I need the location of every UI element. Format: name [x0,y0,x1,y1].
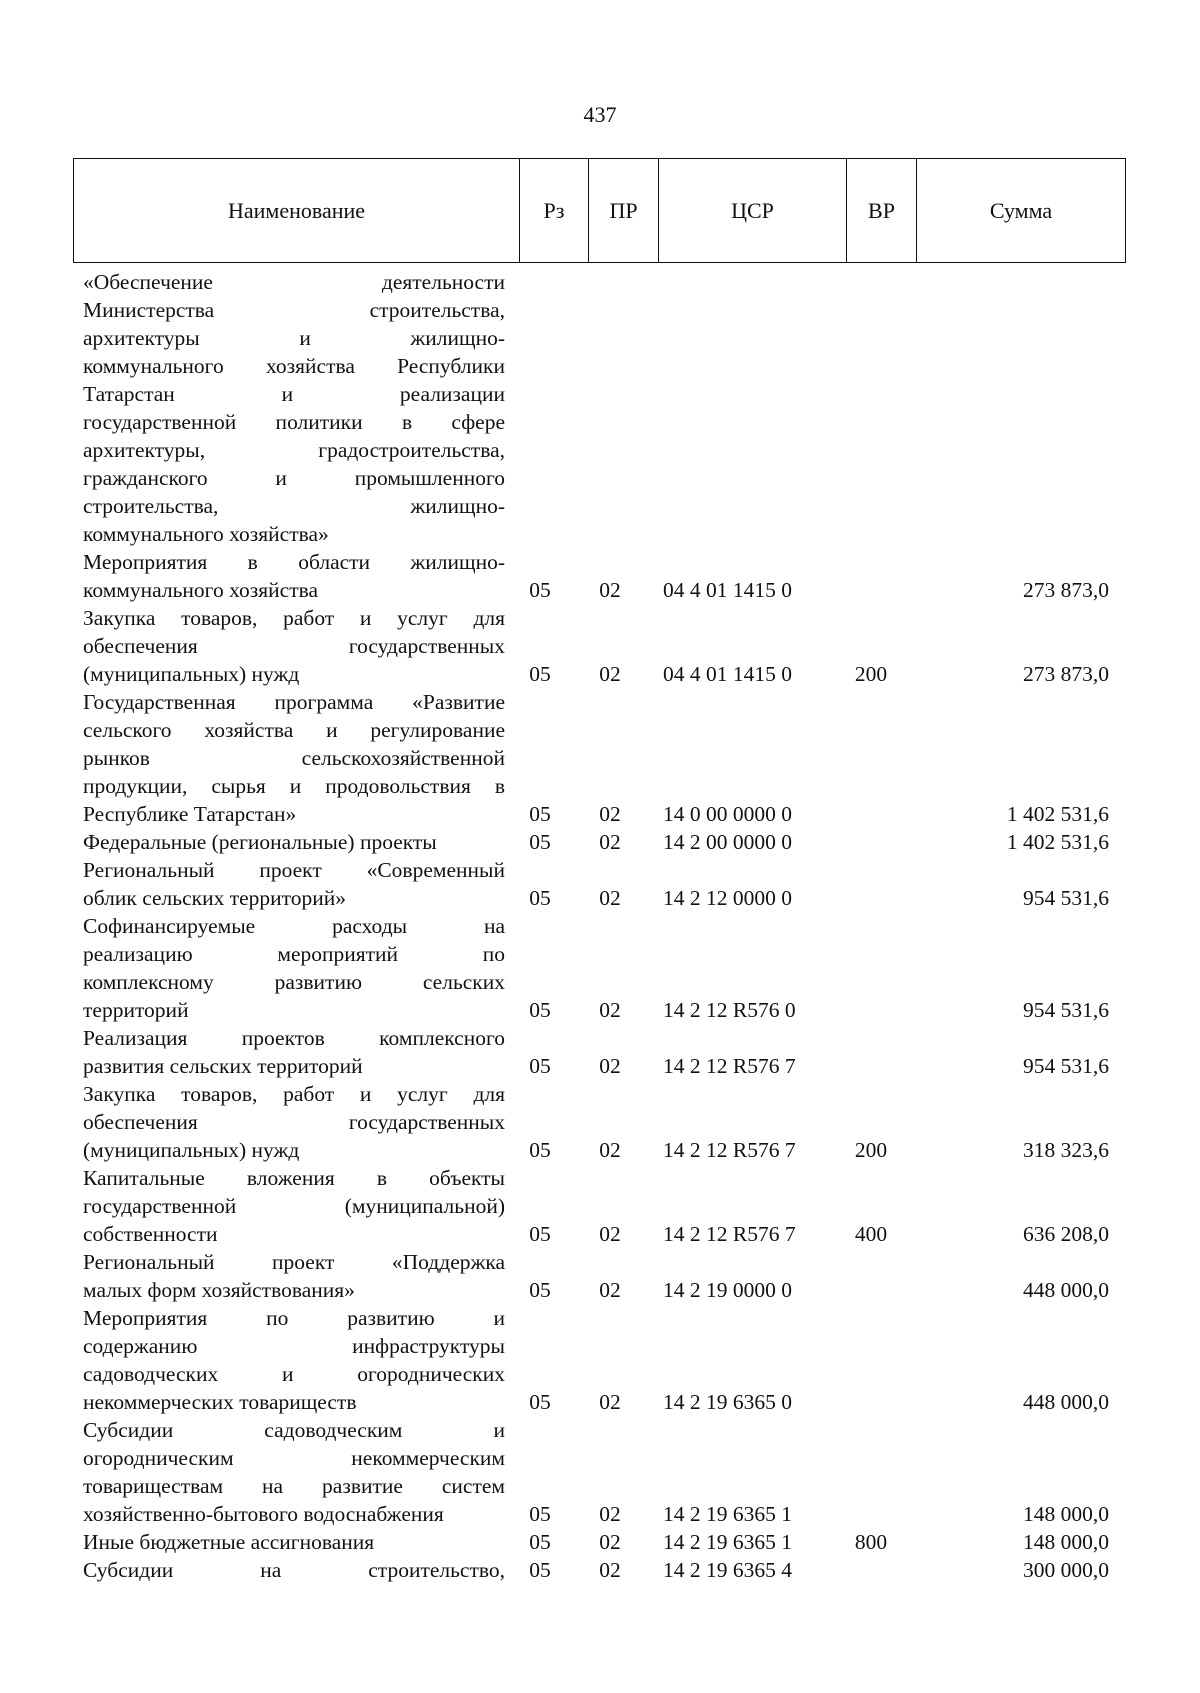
cell-pr: 02 [599,1390,621,1414]
row-name [73,1024,505,1080]
cell-vr: 800 [854,1530,888,1554]
header-csr: ЦСР [659,159,847,263]
cell-csr: 14 2 12 R576 7 [663,1222,796,1246]
row-name [73,912,505,1024]
table-row [73,1080,1123,1164]
cell-sum: 954 531,6 [1023,998,1109,1022]
header-pr: ПР [589,159,659,263]
cell-rz: 05 [529,1502,551,1526]
table-row [73,1528,1123,1556]
cell-sum: 1 402 531,6 [1006,830,1109,854]
row-name-line: огородническим некоммерческим [83,1446,505,1470]
header-rz: Рз [520,159,589,263]
cell-pr: 02 [599,830,621,854]
cell-rz: 05 [529,830,551,854]
row-name-line: коммунального хозяйства Республики [83,354,505,378]
cell-csr: 14 2 00 0000 0 [663,830,792,854]
row-name-line: Мероприятия в области жилищно- [83,550,505,574]
cell-pr: 02 [599,1530,621,1554]
row-name-line: реализацию мероприятий по [83,942,505,966]
table-row [73,688,1123,828]
row-name-line: (муниципальных) нужд [83,1138,300,1162]
budget-table-body [73,268,1123,1584]
row-name-line: облик сельских территорий» [83,886,347,910]
row-name-line: Реализация проектов комплексного [83,1026,505,1050]
row-name-line: коммунального хозяйства [83,578,319,602]
cell-csr: 14 2 12 R576 7 [663,1054,796,1078]
cell-csr: 04 4 01 1415 0 [663,662,792,686]
table-row [73,1416,1123,1528]
cell-pr: 02 [599,802,621,826]
row-name-line: сельского хозяйства и регулирование [83,718,505,742]
row-name-line: Республике Татарстан» [83,802,297,826]
row-name-line: архитектуры, градостроительства, [83,438,505,462]
cell-pr: 02 [599,1138,621,1162]
page-number: 437 [583,102,617,127]
header-name: Наименование [74,159,520,263]
row-name-line: Софинансируемые расходы на [83,914,505,938]
row-name [73,856,505,912]
row-name-line: Субсидии на строительство, [83,1558,505,1582]
table-row [73,548,1123,604]
row-name [73,1528,505,1556]
cell-rz: 05 [529,1558,551,1582]
cell-csr: 04 4 01 1415 0 [663,578,792,602]
row-name-line: архитектуры и жилищно- [83,326,505,350]
row-name-line: развития сельских территорий [83,1054,363,1078]
row-name [73,1304,505,1416]
table-row [73,1024,1123,1080]
row-name-line: Субсидии садоводческим и [83,1418,505,1442]
cell-sum: 273 873,0 [1023,578,1109,602]
table-row [73,1304,1123,1416]
cell-csr: 14 2 19 6365 4 [663,1558,792,1582]
row-name-line: товариществам на развитие систем [83,1474,505,1498]
cell-vr: 200 [854,1138,888,1162]
row-name-line: государственной политики в сфере [83,410,505,434]
row-name-line: комплексному развитию сельских [83,970,505,994]
cell-rz: 05 [529,998,551,1022]
row-name-line: обеспечения государственных [83,1110,505,1134]
cell-pr: 02 [599,578,621,602]
row-name-line: Капитальные вложения в объекты [83,1166,505,1190]
row-name [73,604,505,688]
cell-pr: 02 [599,1054,621,1078]
cell-csr: 14 2 19 6365 1 [663,1502,792,1526]
row-name-line: Региональный проект «Современный [83,858,505,882]
row-name-line: хозяйственно-бытового водоснабжения [83,1502,444,1526]
row-name-line: «Обеспечение деятельности [83,270,505,294]
cell-pr: 02 [599,1278,621,1302]
cell-sum: 954 531,6 [1023,886,1109,910]
cell-csr: 14 2 19 6365 0 [663,1390,792,1414]
cell-pr: 02 [599,1222,621,1246]
cell-csr: 14 2 12 R576 7 [663,1138,796,1162]
cell-rz: 05 [529,1054,551,1078]
header-sum: Сумма [917,159,1126,263]
table-row [73,1248,1123,1304]
cell-rz: 05 [529,578,551,602]
row-name [73,1416,505,1528]
cell-sum: 1 402 531,6 [1006,802,1109,826]
cell-sum: 448 000,0 [1023,1278,1109,1302]
row-name-line: Региональный проект «Поддержка [83,1250,505,1274]
row-name [73,828,505,856]
row-name [73,1164,505,1248]
cell-csr: 14 0 00 0000 0 [663,802,792,826]
cell-sum: 148 000,0 [1023,1530,1109,1554]
table-row [73,604,1123,688]
cell-vr: 400 [854,1222,888,1246]
row-name-line: садоводческих и огороднических [83,1362,505,1386]
row-name [73,1248,505,1304]
row-name [73,1080,505,1164]
cell-csr: 14 2 12 0000 0 [663,886,792,910]
row-name-line: Министерства строительства, [83,298,505,322]
table-row [73,1556,1123,1584]
row-name-line: коммунального хозяйства» [83,522,329,546]
cell-rz: 05 [529,1530,551,1554]
row-name-line: некоммерческих товариществ [83,1390,357,1414]
row-name-line: Закупка товаров, работ и услуг для [83,606,505,630]
cell-pr: 02 [599,1558,621,1582]
row-name [73,268,505,548]
header-vr: ВР [847,159,917,263]
cell-vr: 200 [854,662,888,686]
row-name [73,548,505,604]
row-name-line: рынков сельскохозяйственной [83,746,505,770]
row-name-line: Иные бюджетные ассигнования [83,1530,375,1554]
cell-rz: 05 [529,1138,551,1162]
row-name-line: малых форм хозяйствования» [83,1278,355,1302]
cell-rz: 05 [529,1278,551,1302]
row-name-line: содержанию инфраструктуры [83,1334,505,1358]
table-row [73,828,1123,856]
row-name-line: Мероприятия по развитию и [83,1306,505,1330]
row-name-line: территорий [83,998,189,1022]
cell-pr: 02 [599,998,621,1022]
cell-sum: 300 000,0 [1023,1558,1109,1582]
cell-rz: 05 [529,662,551,686]
row-name-line: (муниципальных) нужд [83,662,300,686]
row-name-line: гражданского и промышленного [83,466,505,490]
cell-sum: 273 873,0 [1023,662,1109,686]
row-name [73,1556,505,1584]
row-name-line: Федеральные (региональные) проекты [83,830,437,854]
table-row [73,268,1123,548]
cell-sum: 448 000,0 [1023,1390,1109,1414]
table-row [73,856,1123,912]
cell-csr: 14 2 19 0000 0 [663,1278,792,1302]
table-row [73,912,1123,1024]
cell-csr: 14 2 19 6365 1 [663,1530,792,1554]
table-row [73,1164,1123,1248]
cell-sum: 636 208,0 [1023,1222,1109,1246]
row-name-line: собственности [83,1222,218,1246]
cell-rz: 05 [529,802,551,826]
cell-pr: 02 [599,1502,621,1526]
cell-sum: 318 323,6 [1023,1138,1109,1162]
cell-sum: 954 531,6 [1023,1054,1109,1078]
row-name-line: строительства, жилищно- [83,494,505,518]
row-name-line: государственной (муниципальной) [83,1194,505,1218]
cell-rz: 05 [529,1222,551,1246]
row-name-line: Закупка товаров, работ и услуг для [83,1082,505,1106]
row-name-line: Государственная программа «Развитие [83,690,505,714]
cell-rz: 05 [529,1390,551,1414]
cell-rz: 05 [529,886,551,910]
row-name [73,688,505,828]
row-name-line: обеспечения государственных [83,634,505,658]
row-name-line: продукции, сырья и продовольствия в [83,774,505,798]
cell-sum: 148 000,0 [1023,1502,1109,1526]
cell-pr: 02 [599,662,621,686]
cell-csr: 14 2 12 R576 0 [663,998,796,1022]
row-name-line: Татарстан и реализации [83,382,505,406]
table-header [73,158,1126,263]
cell-pr: 02 [599,886,621,910]
